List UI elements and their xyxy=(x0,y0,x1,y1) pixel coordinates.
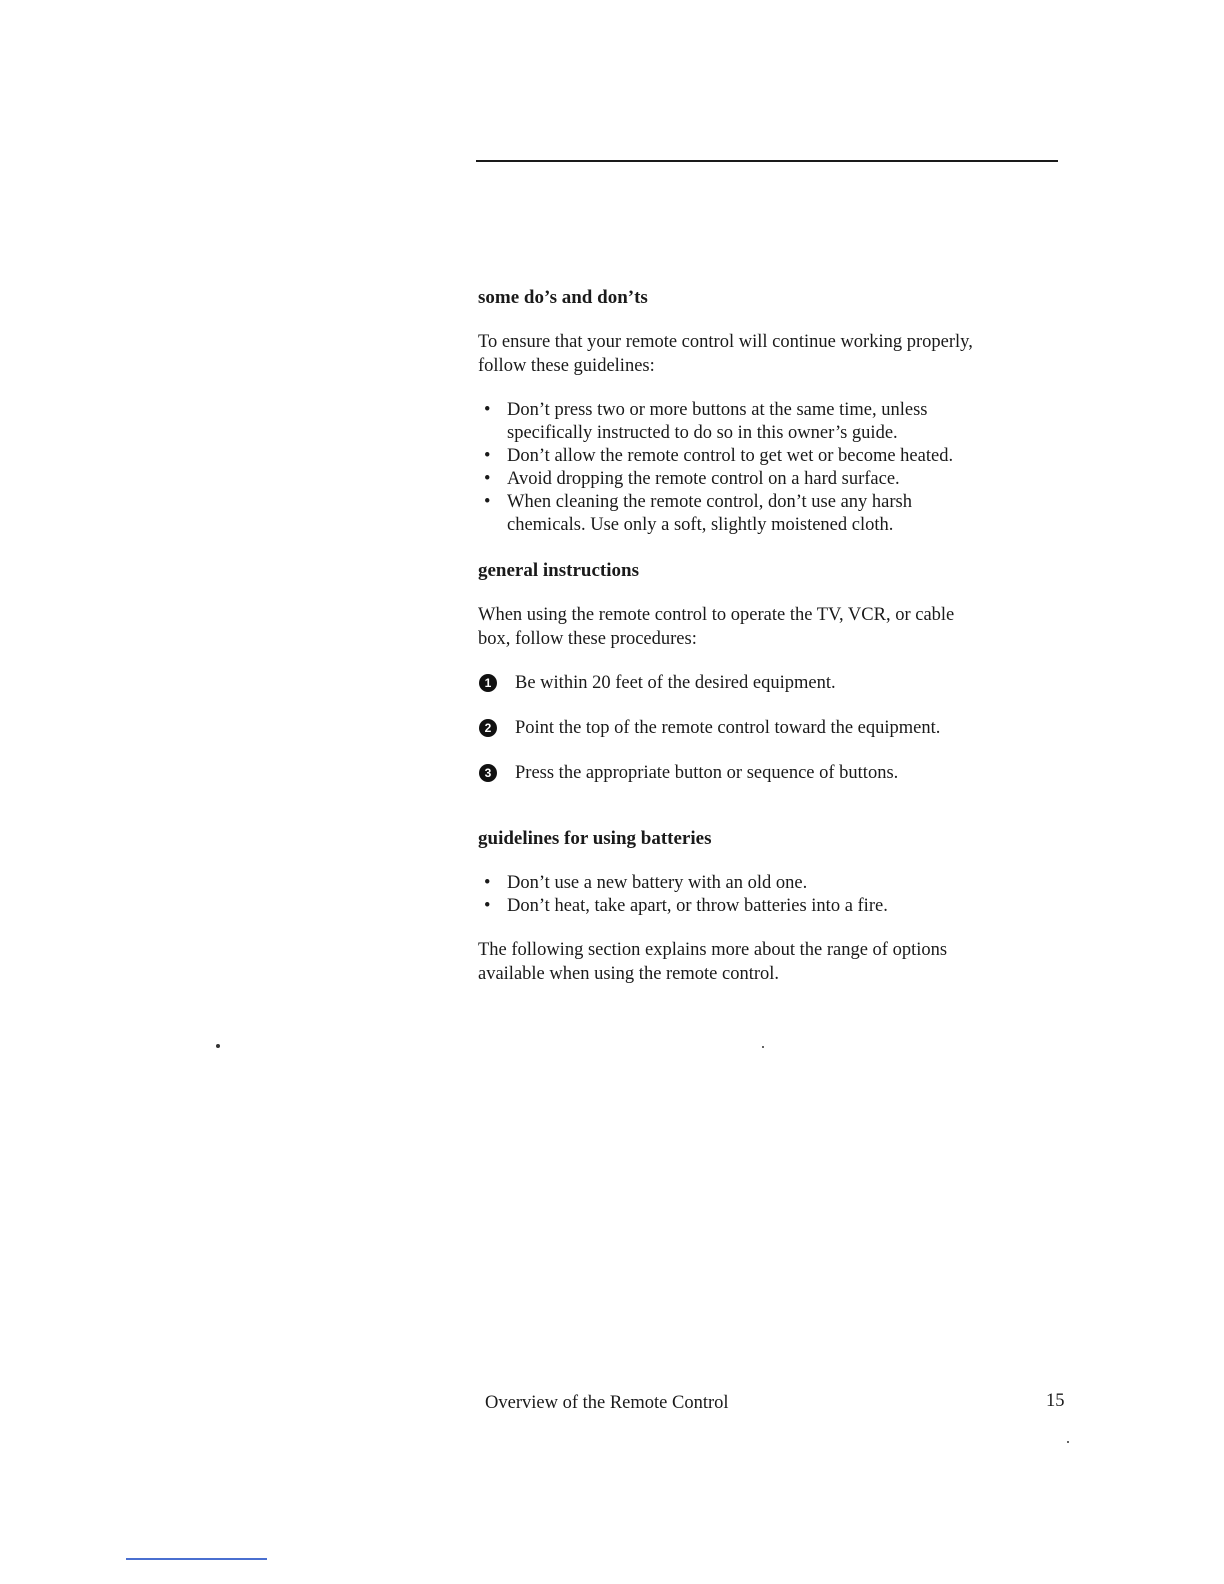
bullet-icon: • xyxy=(484,873,491,893)
closing-paragraph xyxy=(478,939,1068,986)
bullet-icon: • xyxy=(484,446,491,466)
list-item-line1: Avoid dropping the remote control on a hard surface. xyxy=(507,469,900,489)
section1-intro-line2: follow these guidelines: xyxy=(478,355,655,376)
scan-speck xyxy=(762,1046,764,1048)
bottom-edge-line xyxy=(126,1558,267,1560)
step-number-icon: 3 xyxy=(479,764,497,782)
list-item xyxy=(478,872,1068,895)
step-text: Press the appropriate button or sequence of buttons. xyxy=(515,763,899,783)
battery-guidelines-list xyxy=(478,872,1068,918)
section-heading-batteries: guidelines for using batteries xyxy=(478,828,712,849)
step-number-icon: 2 xyxy=(479,719,497,737)
list-item-line1: Don’t press two or more buttons at the same time, unless xyxy=(507,400,928,420)
step-text: Point the top of the remote control toward the equipment. xyxy=(515,718,941,738)
section1-intro-line1: To ensure that your remote control will continue working properly, xyxy=(478,332,973,352)
step-item xyxy=(478,761,1068,785)
section-heading-dos-donts: some do’s and don’ts xyxy=(478,287,648,308)
list-item-line1: When cleaning the remote control, don’t use any harsh xyxy=(507,492,912,512)
page-number: 15 xyxy=(1046,1391,1065,1411)
section2-intro-line2: box, follow these procedures: xyxy=(478,628,697,649)
closing-line2: available when using the remote control. xyxy=(478,963,780,984)
section1-intro xyxy=(478,331,1068,378)
list-item-text: Don’t use a new battery with an old one. xyxy=(507,873,808,893)
list-item xyxy=(478,491,1068,537)
step-text: Be within 20 feet of the desired equipment. xyxy=(515,673,836,693)
list-item xyxy=(478,445,1068,468)
page-content xyxy=(478,284,1068,986)
bullet-icon: • xyxy=(484,492,491,512)
scan-speck xyxy=(1067,1441,1069,1443)
section2-intro-line1: When using the remote control to operate the TV, VCR, or cable xyxy=(478,605,955,625)
dos-donts-list xyxy=(478,399,1068,537)
section2-intro xyxy=(478,604,1068,651)
step-item xyxy=(478,671,1068,695)
list-item xyxy=(478,895,1068,918)
footer-title: Overview of the Remote Control xyxy=(485,1393,729,1413)
bullet-icon: • xyxy=(484,469,491,489)
step-item xyxy=(478,716,1068,740)
closing-line1: The following section explains more about the range of options xyxy=(478,940,948,960)
section-heading-general-instructions: general instructions xyxy=(478,560,639,581)
list-item-line2: chemicals. Use only a soft, slightly moistened cloth. xyxy=(507,515,894,535)
list-item-text: Don’t heat, take apart, or throw batteries into a fire. xyxy=(507,896,888,916)
top-rule xyxy=(476,160,1058,162)
step-number-icon: 1 xyxy=(479,674,497,692)
list-item-line2: specifically instructed to do so in this owner’s guide. xyxy=(507,423,898,443)
list-item xyxy=(478,468,1068,491)
list-item-line1: Don’t allow the remote control to get wet or become heated. xyxy=(507,446,954,466)
bullet-icon: • xyxy=(484,896,491,916)
list-item xyxy=(478,399,1068,445)
bullet-icon: • xyxy=(484,400,491,420)
scan-speck xyxy=(216,1044,220,1048)
